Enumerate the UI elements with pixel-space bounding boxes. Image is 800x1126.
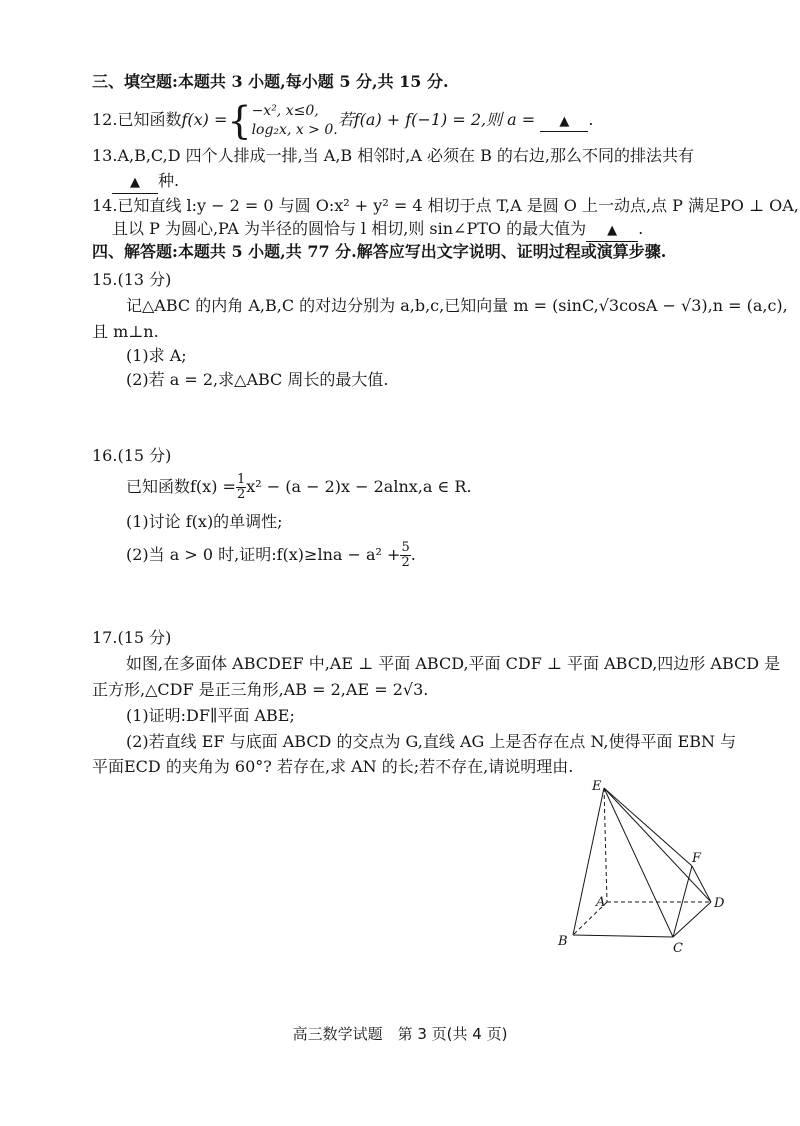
edge-EC: [604, 788, 673, 937]
q12-condition: 若f(a) + f(−1) = 2,则 a =: [337, 110, 536, 129]
q13-answer-blank: ▲: [112, 171, 158, 194]
q16-part2: [126, 538, 416, 572]
q17-part1: (1)证明:DF∥平面 ABE;: [126, 706, 295, 725]
q12-piece1: −x², x≤0,: [251, 102, 319, 119]
q16-part2-end: .: [410, 545, 416, 564]
q16-intro: [126, 470, 472, 504]
q12-piecewise: [252, 102, 338, 140]
q12-brace: {: [227, 98, 252, 143]
q16-intro-suffix: x² − (a − 2)x − 2alnx,a ∈ R.: [246, 477, 472, 496]
edge-BC: [573, 935, 673, 937]
label-B: B: [558, 934, 568, 949]
section4-title: 四、解答题:本题共 5 小题,共 77 分.解答应写出文字说明、证明过程或演算步骤.: [92, 242, 667, 261]
q12-prefix: 12.已知函数: [92, 110, 182, 129]
q13-end: 种.: [158, 171, 180, 190]
q12-answer-blank: ▲: [540, 111, 588, 132]
q14-answer-blank: ▲: [586, 219, 638, 242]
q17-part2-line2: 平面ECD 的夹角为 60°? 若存在,求 AN 的长;若不存在,请说明理由.: [92, 757, 574, 776]
edge-EF: [604, 788, 692, 866]
edge-FD: [692, 866, 711, 902]
question-13-line2: [112, 171, 179, 194]
edge-EA-hidden: [604, 788, 607, 902]
q16-five-halves-fraction: $\frac{5}{2}$: [401, 540, 410, 570]
label-F: F: [692, 851, 702, 866]
q15-header: 15.(13 分): [92, 270, 172, 289]
q12-fx: f(x) =: [181, 110, 228, 129]
edge-FC: [673, 866, 692, 937]
q15-line2: 且 m⊥n.: [92, 322, 159, 341]
q17-line1: 如图,在多面体 ABCDEF 中,AE ⊥ 平面 ABCD,平面 CDF ⊥ 平面 ABCD,四边形 ABCD 是: [126, 654, 781, 673]
q15-line1: 记△ABC 的内角 A,B,C 的对边分别为 a,b,c,已知向量 m = (sinC,√3cosA − √3),n = (a,c),: [126, 296, 788, 315]
question-12: [92, 98, 593, 142]
label-E: E: [592, 779, 602, 794]
q12-end: .: [588, 110, 594, 129]
label-C: C: [673, 941, 683, 956]
question-14-line1: 14.已知直线 l:y − 2 = 0 与圆 O:x² + y² = 4 相切于点 T,A 是圆 O 上一动点,点 P 满足PO ⊥ OA,: [92, 196, 799, 215]
edge-ED: [604, 788, 711, 902]
section3-title: 三、填空题:本题共 3 小题,每小题 5 分,共 15 分.: [92, 72, 449, 91]
q15-part2: (2)若 a = 2,求△ABC 周长的最大值.: [126, 370, 389, 389]
q12-piece2: log₂x, x > 0.: [251, 121, 338, 138]
q14-end: .: [638, 219, 644, 238]
edge-CD: [673, 902, 711, 937]
question-14-line2: [112, 219, 643, 242]
q16-part1: (1)讨论 f(x)的单调性;: [126, 512, 283, 531]
label-D: D: [714, 896, 725, 911]
edge-EB: [573, 788, 604, 935]
q16-header: 16.(15 分): [92, 446, 172, 465]
polyhedron-figure: [540, 770, 740, 960]
q17-line2: 正方形,△CDF 是正三角形,AB = 2,AE = 2√3.: [92, 680, 429, 699]
q16-half-fraction: $\frac{1}{2}$: [236, 472, 246, 502]
label-A: A: [596, 895, 606, 910]
q17-part2-line1: (2)若直线 EF 与底面 ABCD 的交点为 G,直线 AG 上是否存在点 N,使得平面 EBN 与: [126, 732, 737, 751]
page-footer: 高三数学试题 第 3 页(共 4 页): [292, 1025, 508, 1043]
question-13-line1: 13.A,B,C,D 四个人排成一排,当 A,B 相邻时,A 必须在 B 的右边,那么不同的排法共有: [92, 146, 695, 165]
q17-header: 17.(15 分): [92, 628, 172, 647]
q16-intro-prefix: 已知函数f(x) =: [126, 477, 236, 496]
q14-text: 且以 P 为圆心,PA 为半径的圆恰与 l 相切,则 sin∠PTO 的最大值为: [112, 219, 587, 238]
q15-part1: (1)求 A;: [126, 346, 187, 365]
q16-part2-prefix: (2)当 a > 0 时,证明:f(x)≥lna − a² +: [126, 545, 401, 564]
